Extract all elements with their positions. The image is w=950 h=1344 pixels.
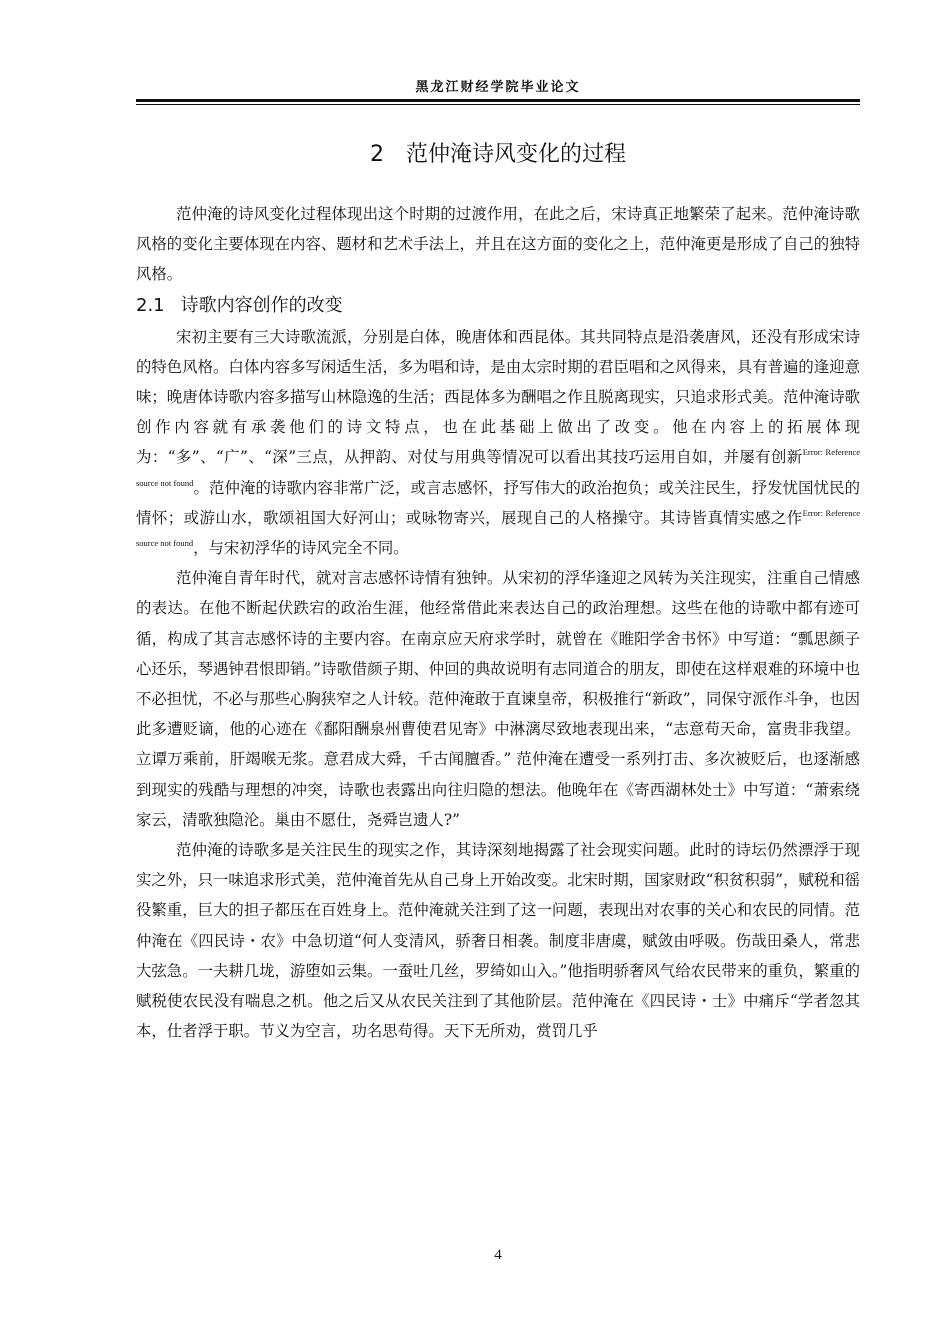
reference-error-1: Error: Reference source not found	[136, 447, 860, 488]
paragraph-1	[136, 322, 860, 564]
section-heading	[136, 290, 860, 322]
reference-error-2: Error: Reference source not found	[136, 507, 860, 549]
section-number: 2.1	[136, 294, 165, 316]
paragraph-3: 范仲淹的诗歌多是关注民生的现实之作，其诗深刻地揭露了社会现实问题。此时的诗坛仍然漂浮于现实之外，只一味追求形式美，范仲淹首先从自己身上开始改变。北宋时期，国家财政“积贫积弱”，赋税和徭役繁重，巨大的担子都压在百姓身上。范仲淹就关注到了这一问题，表现出对农事的关心和农民的同情。范仲淹在《四民诗・农》中急切道“何人变清风，骄奢日相袭。制度非唐虞，赋敛由呼吸。伤哉田桑人，常悲大弦急。一夫耕几垅，游堕如云集。一蚕吐几丝，罗绮如山入。”他指明骄奢风气给农民带来的重负，繁重的赋税使农民没有喘息之机。他之后又从农民关注到了其他阶层。范仲淹在《四民诗・士》中痛斥“学者忽其本，仕者浮于职。节义为空言，功名思苟得。天下无所劝，赏罚几乎	[136, 841, 860, 1041]
header-rule-thick	[136, 99, 860, 102]
body-content	[136, 199, 860, 1046]
header-rule-thin	[136, 104, 860, 105]
chapter-title: 范仲淹诗风变化的过程	[405, 142, 626, 167]
paragraph-1-text-c: ，与宋初浮华的诗风完全不同。	[193, 539, 409, 558]
paragraph-1-text-b: 。范仲淹的诗歌内容非常广泛，或言志感怀，抒写伟大的政治抱负；或关注民生，抒发忧国忧民的情怀；或游山水，歌颂祖国大好河山；或咏物寄兴，展现自己的人格操守。其诗皆真情实感之作	[136, 478, 860, 527]
page-number: 4	[494, 1247, 502, 1263]
chapter-heading	[136, 140, 860, 170]
chapter-number: 2	[369, 142, 384, 167]
paragraph-1-text-a: 宋初主要有三大诗歌流派，分别是白体，晚唐体和西昆体。其共同特点是沿袭唐风，还没有形成宋诗的特色风格。白体内容多写闲适生活，多为唱和诗，是由太宗时期的君臣唱和之风得来，具有普遍的逢迎意味；晚唐体诗歌内容多描写山林隐逸的生活；西昆体多为酬唱之作且脱离现实，只追求形式美。范仲淹诗歌创作内容就有承袭他们的诗文特点，也在此基础上做出了改变。他在内容上的拓展体现为：“多”、“广”、“深”三点，从押韵、对仗与用典等情况可以看出其技巧运用自如，并屡有创新	[136, 327, 860, 467]
intro-paragraph: 范仲淹的诗风变化过程体现出这个时期的过渡作用，在此之后，宋诗真正地繁荣了起来。范仲淹诗歌风格的变化主要体现在内容、题材和艺术手法上，并且在这方面的变化之上，范仲淹更是形成了自己的独特风格。	[136, 205, 860, 284]
section-title: 诗歌内容创作的改变	[180, 294, 343, 316]
paragraph-2: 范仲淹自青年时代，就对言志感怀诗情有独钟。从宋初的浮华逢迎之风转为关注现实，注重自己情感的表达。在他不断起伏跌宕的政治生涯，他经常借此来表达自己的政治理想。这些在他的诗歌中都有迹可循，构成了其言志感怀诗的主要内容。在南京应天府求学时，就曾在《睢阳学舍书怀》中写道：“瓢思颜子心还乐，琴遇钟君恨即销。”诗歌借颜子期、仲回的典故说明有志同道合的朋友，即使在这样艰难的环境中也不必担忧，不必与那些心胸狭窄之人计较。范仲淹敢于直谏皇帝，积极推行“新政”，同保守派作斗争，也因此多遭贬谪，他的心迹在《鄱阳酬泉州曹使君见寄》中淋漓尽致地表现出来，“志意苟天命，富贵非我望。立谭万乘前，肝竭喉无浆。意君成大舜，千古闻膻香。” 范仲淹在遭受一系列打击、多次被贬后，也逐渐感到现实的残酷与理想的冲突，诗歌也表露出向往归隐的想法。他晚年在《寄西湖林处士》中写道：“萧索绕家云，清歌独隐沦。巢由不愿仕，尧舜岂遗人?”	[136, 569, 860, 829]
header-title: 黑龙江财经学院毕业论文	[415, 80, 581, 95]
